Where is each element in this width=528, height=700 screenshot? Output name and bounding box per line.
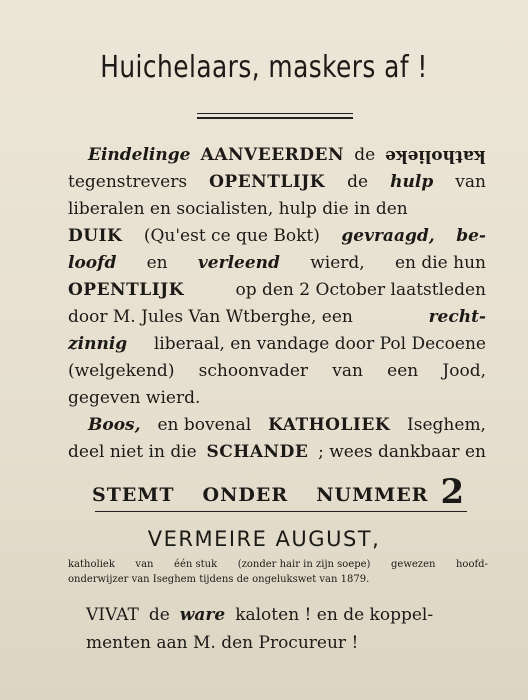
text-segment: liberalen en socialisten, hulp die in den [68,199,408,219]
text-line [68,196,486,223]
list-number: 2 [440,472,466,512]
title-rule-thin [197,113,353,114]
text-word: katholiek [68,559,115,570]
text-word: OPENTLIJK [68,280,184,300]
text-word: op den 2 October laatstleden [235,280,486,300]
text-word: ware [179,605,226,625]
vote-instruction [92,472,472,512]
text-word: hulp [390,172,434,192]
text-word: (zonder hair in zijn soepe) [237,559,371,570]
text-line [68,223,486,250]
candidate-name: VERMEIRE AUGUST, [147,527,381,551]
text-word: tegenstrevers [68,172,188,192]
candidate-description [68,557,488,587]
text-line [68,169,486,196]
text-word: SCHANDE [206,442,309,462]
text-word: OPENTLIJK [209,172,326,192]
text-word: één stuk [174,559,218,570]
vote-word: NUMMER [316,484,429,506]
text-line [68,557,488,572]
text-word: (Qu'est ce que Bokt) [143,226,320,246]
main-text [68,142,486,466]
vote-word: ONDER [202,484,289,506]
text-word: zinnig [68,334,128,354]
text-line: onderwijzer van Iseghem tijdens de ongelukswet van 1879. [68,574,370,585]
text-word: en die hun [394,253,486,273]
text-word: kaloten ! en de koppel- [235,605,434,625]
text-word: en [146,253,168,273]
text-word: van [455,172,486,192]
text-word: een [387,361,419,381]
text-line: menten aan M. den Procureur ! [86,633,359,653]
text-word: de [148,605,170,625]
text-word: schoonvader [198,361,309,381]
vote-word: STEMT [92,484,175,506]
text-word: KATHOLIEK [268,415,391,435]
text-word: VIVAT [86,605,139,625]
text-word: be- [456,226,486,246]
text-word: Iseghem, [407,415,486,435]
text-word: recht- [428,307,486,327]
text-line [68,358,486,385]
text-word: door M. Jules Van Wtberghe, een [68,307,353,327]
inverted-word: katholieke [385,146,486,166]
title-rule-thick [197,117,353,119]
text-word: ; wees dankbaar en [318,442,486,462]
text-word: AANVEERDEN [200,145,345,165]
text-word: de [347,172,369,192]
text-word: gevraagd, [341,226,435,246]
text-word: loofd [68,253,117,273]
text-word: gewezen [391,559,436,570]
text-word: Eindelinge [88,145,191,165]
text-word: verleend [197,253,280,273]
text-word: van [135,559,154,570]
text-word: hoofd- [455,559,488,570]
text-word: Jood, [442,361,486,381]
text-line [68,277,486,304]
text-word: liberaal, en vandage door Pol Decoene [153,334,486,354]
text-line [68,250,486,277]
text-line [68,331,486,358]
text-line [86,601,488,629]
text-line [68,142,486,169]
text-word: (welgekend) [68,361,175,381]
text-segment: gegeven wierd. [68,388,201,408]
text-line [68,385,486,412]
poster-title: Huichelaars, maskers af ! [100,50,428,85]
text-word: deel niet in die [68,442,197,462]
vote-rule [95,511,467,512]
text-line [68,412,486,439]
text-word: en bovenal [157,415,252,435]
text-word: de [354,145,376,165]
text-line [68,304,486,331]
text-word: van [332,361,363,381]
text-word: DUIK [68,226,123,246]
text-word: wierd, [310,253,365,273]
closing-text [86,601,488,657]
text-word: Boos, [88,415,141,435]
text-line [68,439,486,466]
